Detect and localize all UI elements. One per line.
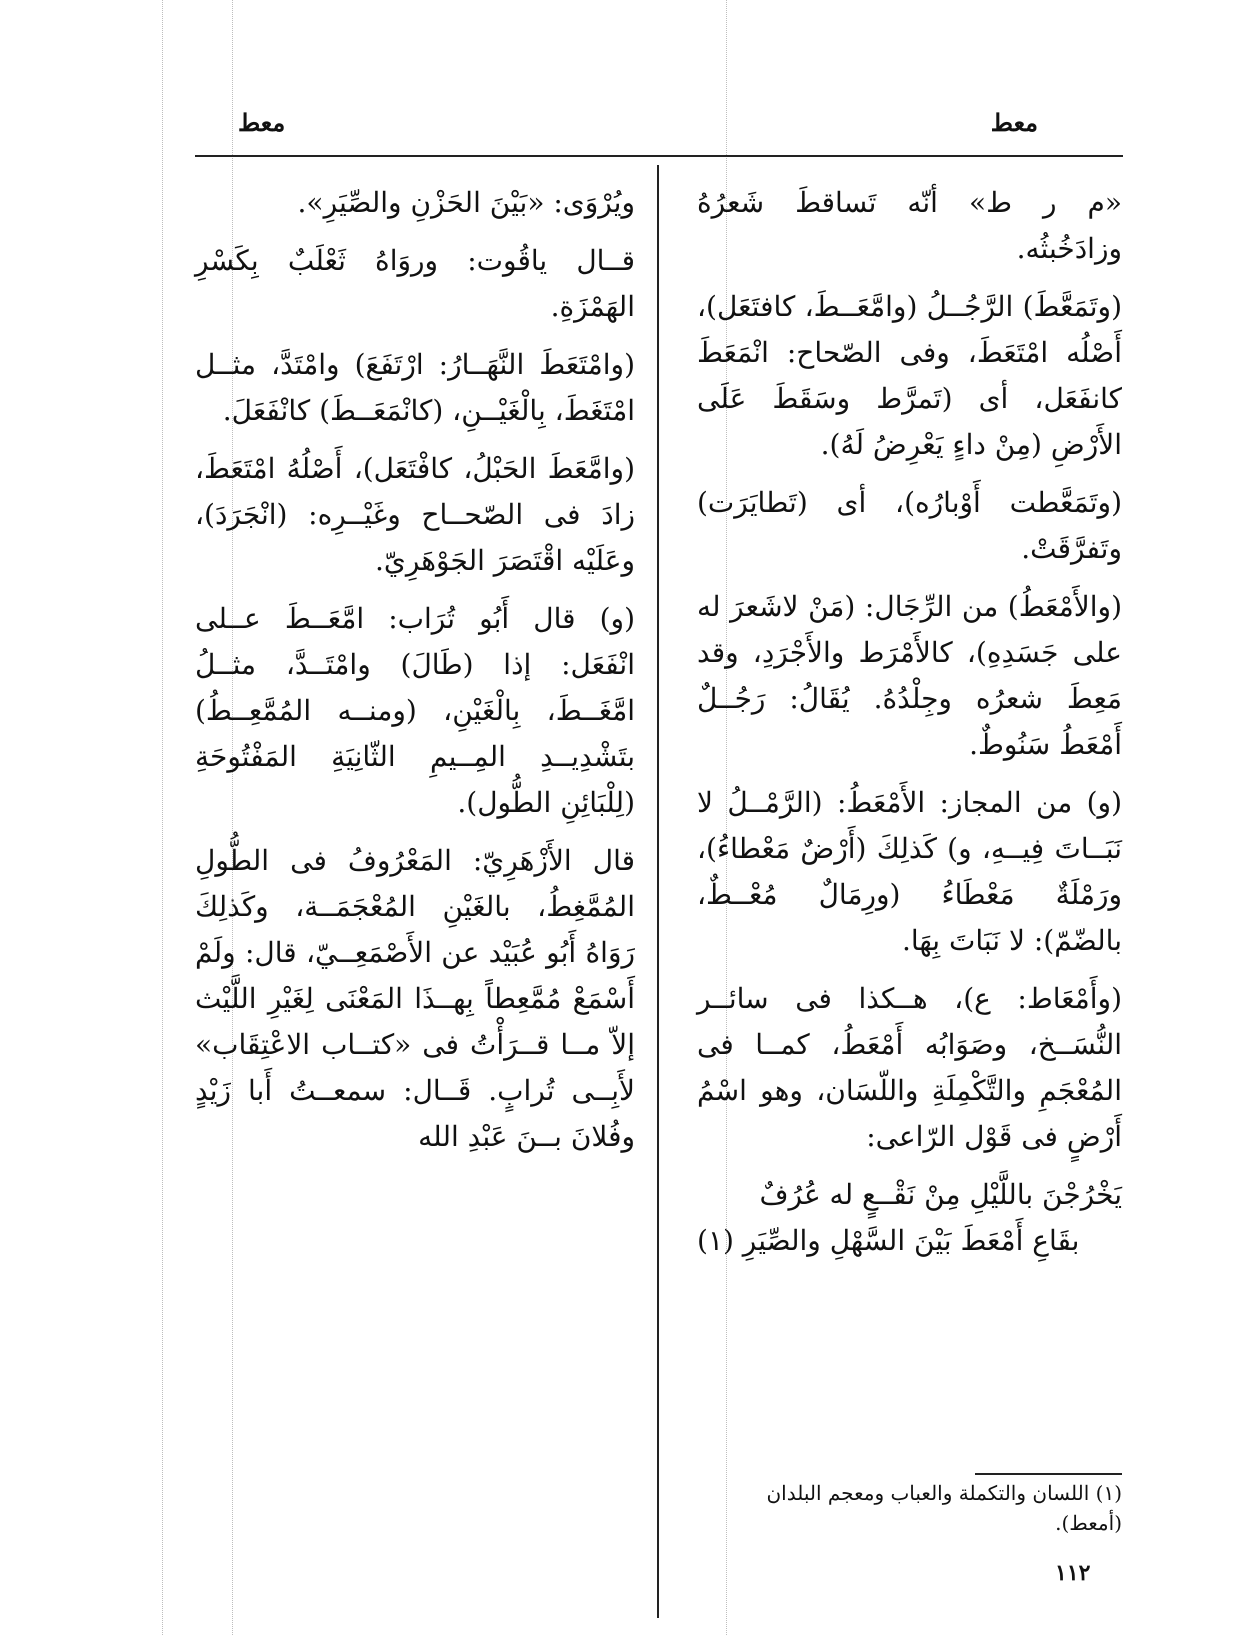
entry-paragraph: (والأَمْعَطُ) من الرِّجَال: (مَنْ لاشَعرَ له على جَسَدِهِ)، كالأَمْرَط والأَجْرَدِ، وقد مَعِطَ شعرُه وجِلْدُهُ. يُقَالُ: رَجُــلٌ أَمْعَطُ سَنُوطٌ. xyxy=(697,590,1122,761)
entry-paragraph: قال الأَزْهَرِيّ: المَعْرُوفُ فى الطُّولِ المُمَّغِطُ، بالغَيْنِ المُعْجَمَــة، وكَذلِكَ رَوَاهُ أَبُو عُبَيْد عن الأَصْمَعِــيّ، قال: ولَمْ أَسْمَعْ مُمَّعِطاً بِهــذَا المَعْنَى لِغَيْرِ اللَّيْث إلاّ مــا قــرَأْتُ فى «كتــاب الاعْتِقَاب» لأَبِــى تُرابٍ. قَــال: سمعــتُ أَبا زَيْدٍ وفُلانَ بــنَ عَبْدِ الله xyxy=(195,844,635,1153)
page-number: ١١٢ xyxy=(1055,1560,1091,1586)
entry-paragraph: قــال ياقُوت: وروَاهُ ثَعْلَبٌ بِكَسْرِ الهَمْزَةِ. xyxy=(195,244,635,323)
entry-paragraph: ويُرْوَى: «بَيْنَ الحَزْنِ والصِّيَرِ». xyxy=(297,186,635,219)
entry-paragraph: (و) قال أَبُو تُرَاب: امَّعَــطَ عــلى انْفَعَل: إذا (طَالَ) وامْتَــدَّ، مثــلُ امَّغَــطَ، بِالْغَيْنِ، (ومنــه المُمَّعِــطُ) بتَشْدِيــدِ المِــيمِ الثّانِيَةِ المَفْتُوحَةِ (لِلْبَائِنِ الطُّول). xyxy=(195,602,635,819)
right-column xyxy=(697,180,1122,1264)
entry-paragraph: (و) من المجاز: الأَمْعَطُ: (الرَّمْــلُ لا نَبَــاتَ فِيــهِ، و) كَذلِكَ (أَرْضٌ مَعْطاءُ)، ورَمْلَةٌ مَعْطَاءُ (ورِمَالٌ مُعْــطٌ، بالضّمّ): لا نَبَاتَ بِهَا. xyxy=(697,786,1122,957)
entry-paragraph: (وتَمَعَّطَ) الرَّجُــلُ (وامَّعَــطَ، كافتَعَل)، أَصْلُه امْتَعَطَ، وفى الصّحاح: انْمَعَطَ كانفَعَل، أى (تَمرَّط وسَقَطَ عَلَى الأَرْضِ (مِنْ داءٍ يَعْرِضُ لَهُ). xyxy=(697,290,1122,461)
header-keyword-right: معط xyxy=(990,108,1038,137)
entry-paragraph: (وامْتَعَطَ النَّهَــارُ: ارْتَفَعَ) وامْتَدَّ، مثــل امْتَغَطَ، بِالْغَيْــنِ، (كانْمَعَــطَ) كانْفَعَلَ. xyxy=(195,348,635,427)
poem-hemistich-2: بقَاعِ أَمْعَطَ بَيْنَ السَّهْلِ والصِّيَرِ (١) xyxy=(697,1224,1080,1257)
footnote: (١) اللسان والتكملة والعباب ومعجم البلدان (أمعط). xyxy=(766,1481,1122,1535)
entry-paragraph: (وامَّعَطَ الحَبْلُ، كافْتَعَل)، أَصْلُهُ امْتَعَطَ، زادَ فى الصّحــاح وغَيْــرِه: (انْجَرَدَ)، وعَلَيْه اقْتَصَرَ الجَوْهَرِيّ. xyxy=(195,452,635,577)
entry-paragraph: (وتَمَعَّطت أَوْبارُه)، أى (تَطايَرَت) وتَفرَّقَتْ. xyxy=(697,486,1122,565)
header-keyword-left: معط xyxy=(238,108,286,137)
left-column xyxy=(195,180,635,1172)
scan-guide-line xyxy=(162,0,163,1635)
entry-paragraph: (وأَمْعَاط: ع)، هــكذا فى سائــر النُّسَــخ، وصَوَابُه أَمْعَطُ، كمــا فى المُعْجَمِ والتَّكْمِلَةِ واللّسَان، وهو اسْمُ أَرْضٍ فى قَوْل الرّاعى: xyxy=(697,982,1122,1153)
poem-verse xyxy=(697,1172,1122,1264)
footnote-rule xyxy=(975,1473,1122,1475)
entry-paragraph: «م ر ط» أنّه تَساقطَ شَعرُهُ وزادَخُبثُه. xyxy=(697,186,1122,265)
poem-hemistich-1: يَخْرُجْنَ باللَّيْلِ مِنْ نَقْــعٍ له عُرُفٌ xyxy=(759,1178,1122,1211)
header-rule xyxy=(195,155,1123,157)
column-divider xyxy=(657,165,659,1618)
